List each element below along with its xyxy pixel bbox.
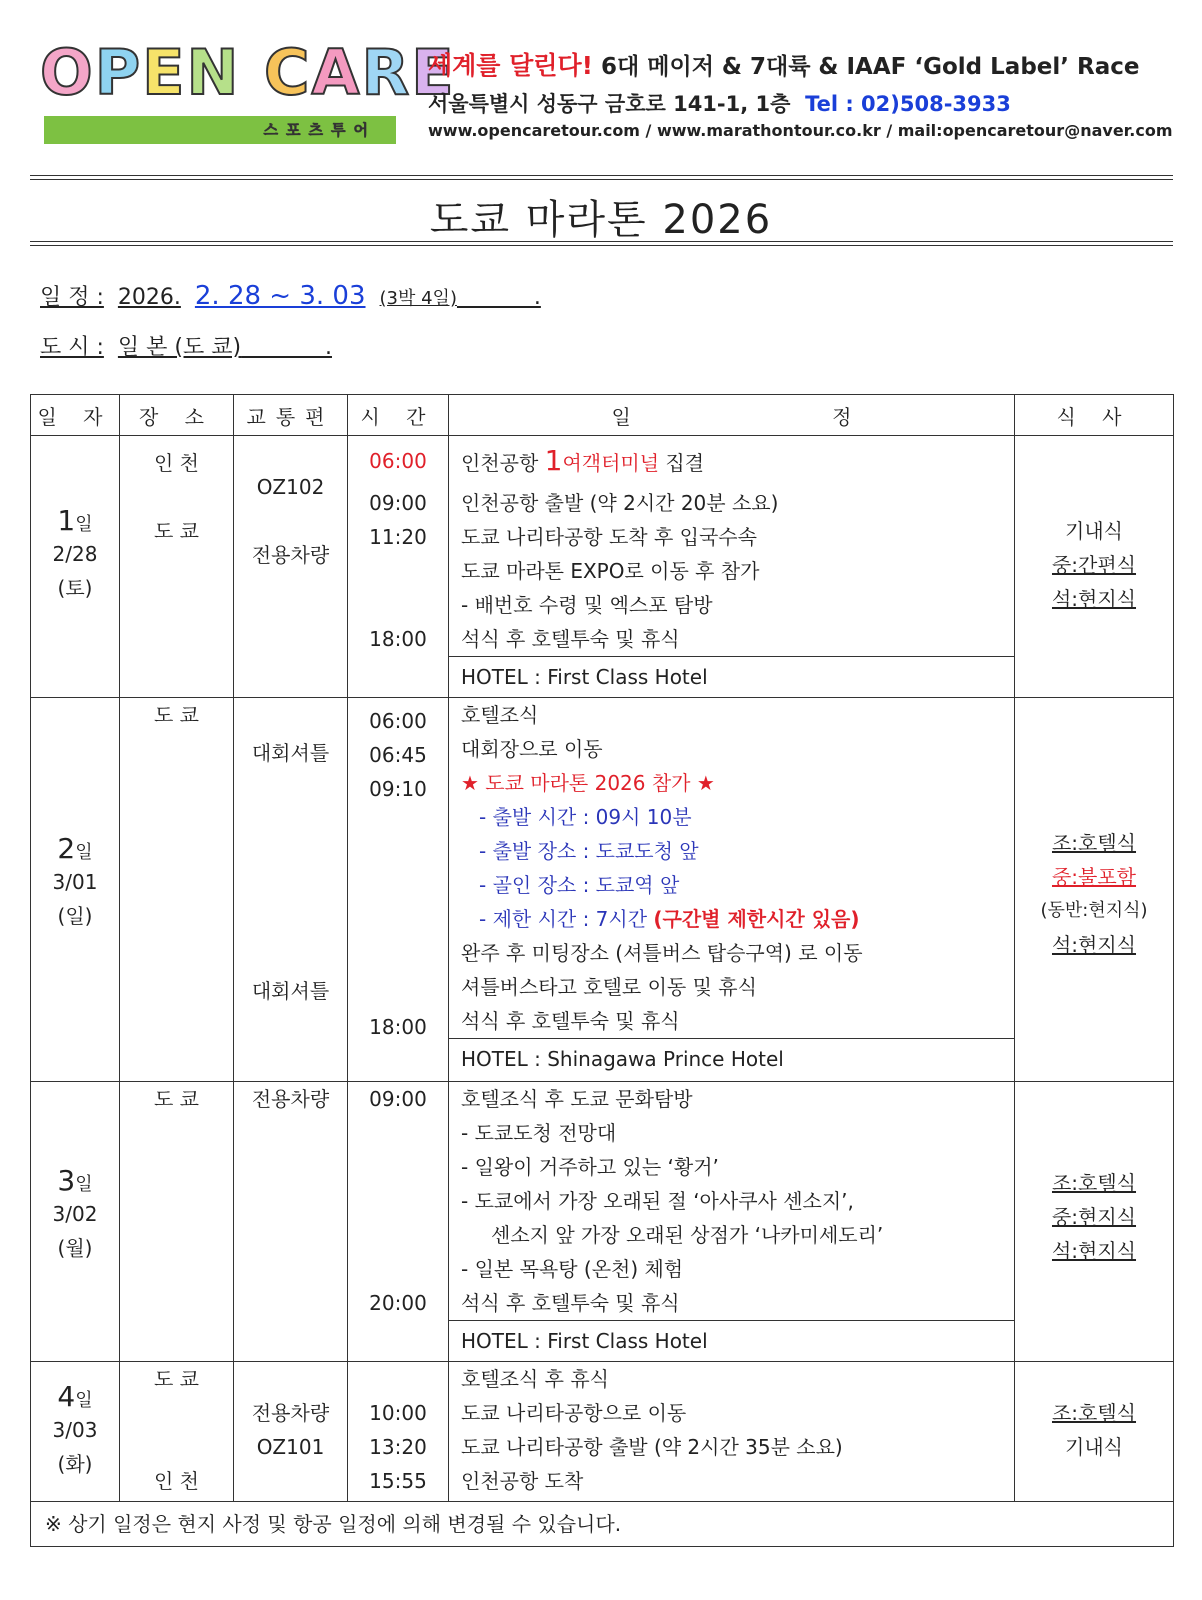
schedule-item: 도쿄 나리타공항으로 이동 bbox=[461, 1401, 687, 1425]
schedule-item: 대회장으로 이동 bbox=[461, 737, 603, 761]
address-text: 서울특별시 성동구 금호로 141-1, 1층 bbox=[428, 92, 791, 116]
tagline-text: 6대 메이저 & 7대륙 & IAAF ‘Gold Label’ Race bbox=[593, 54, 1140, 80]
schedule-item: 셔틀버스타고 호텔로 이동 및 휴식 bbox=[461, 975, 757, 999]
change-notice: ※ 상기 일정은 현지 사정 및 항공 일정에 의해 변경될 수 있습니다. bbox=[45, 1512, 622, 1536]
schedule-item: 인천공항 출발 (약 2시간 20분 소요) bbox=[461, 491, 779, 515]
transport-cell bbox=[234, 1362, 348, 1502]
schedule-item: 센소지 앞 가장 오래된 상점가 ‘나카미세도리’ bbox=[491, 1223, 884, 1247]
schedule-item: - 도쿄도청 전망대 bbox=[461, 1121, 617, 1145]
day-row-3 bbox=[31, 1082, 1174, 1362]
logo: OPEN CARE bbox=[40, 36, 456, 109]
divider-bottom-1 bbox=[30, 241, 1173, 242]
schedule-cell bbox=[449, 1082, 1015, 1362]
time: 18:00 bbox=[369, 627, 427, 651]
schedule-item: 인천공항 1여객터미널 집결 bbox=[461, 444, 705, 477]
trip-city: 도 시 : 일 본 (도 쿄) . bbox=[40, 335, 332, 360]
time: 15:55 bbox=[369, 1469, 427, 1493]
schedule-item: - 일왕이 거주하고 있는 ‘황거’ bbox=[461, 1155, 719, 1179]
table-header-row bbox=[31, 395, 1174, 436]
meal: 기내식 bbox=[1065, 1435, 1123, 1459]
schedule-item: 도쿄 나리타공항 출발 (약 2시간 35분 소요) bbox=[461, 1435, 843, 1459]
schedule-item: 호텔조식 bbox=[461, 703, 539, 727]
page-title: 도쿄 마라톤 2026 bbox=[429, 197, 773, 243]
divider-top-1 bbox=[30, 175, 1173, 176]
day-cell bbox=[31, 698, 120, 1082]
schedule-item: 석식 후 호텔투숙 및 휴식 bbox=[461, 1009, 680, 1033]
day-number: 2일 bbox=[57, 832, 93, 865]
time: 06:45 bbox=[369, 743, 427, 767]
tagline-highlight: 세계를 달린다! bbox=[428, 51, 594, 80]
note-cell bbox=[31, 1502, 1174, 1547]
web-contact: www.opencaretour.com / www.marathontour.co.kr / mail:opencaretour@naver.com bbox=[428, 121, 1173, 140]
day-row-4 bbox=[31, 1362, 1174, 1502]
place: 도 쿄 bbox=[154, 1367, 199, 1391]
place-cell bbox=[120, 1362, 234, 1502]
header-transport: 교통편 bbox=[234, 395, 348, 436]
transport: 대회셔틀 bbox=[251, 979, 330, 1003]
place-cell bbox=[120, 698, 234, 1082]
date-range: 2. 28 ~ 3. 03 bbox=[194, 281, 366, 311]
schedule-item: 호텔조식 후 도쿄 문화탐방 bbox=[461, 1087, 693, 1111]
header-schedule bbox=[449, 395, 1015, 436]
meal: 중:간편식 bbox=[1051, 553, 1137, 577]
transport: 대회셔틀 bbox=[251, 741, 330, 765]
schedule-item: - 출발 시간 : 09시 10분 bbox=[479, 805, 692, 829]
date-duration: (3박 4일) bbox=[379, 288, 457, 309]
schedule-item: - 일본 목욕탕 (온천) 체험 bbox=[461, 1257, 684, 1281]
day-date: 2/28 bbox=[52, 542, 98, 566]
place: 도 쿄 bbox=[154, 703, 199, 727]
date-label: 일 정 : bbox=[40, 285, 104, 310]
hotel-info: HOTEL : Shinagawa Prince Hotel bbox=[449, 1038, 1014, 1079]
time: 11:20 bbox=[369, 525, 427, 549]
day-weekday: (일) bbox=[57, 904, 93, 928]
time: 09:00 bbox=[369, 491, 427, 515]
hotel-info: HOTEL : First Class Hotel bbox=[449, 1320, 1014, 1361]
schedule-item: 호텔조식 후 휴식 bbox=[461, 1367, 609, 1391]
time: 18:00 bbox=[369, 1015, 427, 1039]
transport: 전용차량 bbox=[251, 1401, 330, 1425]
hotel-info: HOTEL : First Class Hotel bbox=[449, 656, 1014, 697]
schedule-cell bbox=[449, 698, 1015, 1082]
logo-banner bbox=[44, 116, 396, 144]
transport: 전용차량 bbox=[251, 1087, 330, 1111]
place: 인 천 bbox=[154, 451, 199, 475]
schedule-item: - 도쿄에서 가장 오래된 절 ‘아사쿠사 센소지’, bbox=[461, 1189, 854, 1213]
meal: 중:불포함 bbox=[1051, 865, 1137, 889]
itinerary-table bbox=[30, 394, 1174, 1547]
day-number: 1일 bbox=[57, 504, 93, 537]
meal: 조:호텔식 bbox=[1051, 1401, 1137, 1425]
schedule-cell bbox=[449, 1362, 1015, 1502]
transport: OZ102 bbox=[256, 475, 325, 499]
meal: 기내식 bbox=[1065, 519, 1123, 543]
meal: 석:현지식 bbox=[1051, 587, 1137, 611]
meal: 석:현지식 bbox=[1051, 933, 1137, 957]
place: 도 쿄 bbox=[154, 519, 199, 543]
time: 09:00 bbox=[369, 1087, 427, 1111]
note-row bbox=[31, 1502, 1174, 1547]
place-cell bbox=[120, 1082, 234, 1362]
schedule-highlight: ★ 도쿄 마라톤 2026 참가 ★ bbox=[461, 771, 715, 795]
place: 도 쿄 bbox=[154, 1087, 199, 1111]
header-place: 장 소 bbox=[120, 395, 234, 436]
day-cell bbox=[31, 436, 120, 698]
day-weekday: (월) bbox=[57, 1236, 93, 1260]
transport-cell bbox=[234, 698, 348, 1082]
city-value: 일 본 (도 쿄) bbox=[117, 335, 242, 360]
schedule-item: 인천공항 도착 bbox=[461, 1469, 584, 1493]
day-cell bbox=[31, 1362, 120, 1502]
day-date: 3/02 bbox=[52, 1202, 98, 1226]
day-weekday: (토) bbox=[57, 576, 93, 600]
header-time: 시 간 bbox=[348, 395, 449, 436]
meal-cell bbox=[1015, 436, 1174, 698]
day-row-2 bbox=[31, 698, 1174, 1082]
meal-cell bbox=[1015, 698, 1174, 1082]
schedule-item: 석식 후 호텔투숙 및 휴식 bbox=[461, 1291, 680, 1315]
schedule-cell bbox=[449, 436, 1015, 698]
time: 13:20 bbox=[369, 1435, 427, 1459]
day-cell bbox=[31, 1082, 120, 1362]
tagline bbox=[428, 46, 1139, 82]
time-cell bbox=[348, 1362, 449, 1502]
transport: OZ101 bbox=[256, 1435, 325, 1459]
header-date: 일 자 bbox=[31, 395, 120, 436]
trip-dates: 일 정 : 2026. 2. 28 ~ 3. 03 (3박 4일) . bbox=[40, 281, 541, 311]
date-prefix: 2026. bbox=[117, 285, 181, 310]
time: 20:00 bbox=[369, 1291, 427, 1315]
company-address bbox=[428, 88, 1011, 118]
transport-cell bbox=[234, 436, 348, 698]
meal: 석:현지식 bbox=[1051, 1239, 1137, 1263]
divider-top-2 bbox=[30, 179, 1173, 180]
schedule-item: - 제한 시간 : 7시간 (구간별 제한시간 있음) bbox=[479, 907, 860, 931]
day-date: 3/01 bbox=[52, 870, 98, 894]
place-cell bbox=[120, 436, 234, 698]
meal: 조:호텔식 bbox=[1051, 831, 1137, 855]
schedule-item: 완주 후 미팅장소 (셔틀버스 탑승구역) 로 이동 bbox=[461, 941, 863, 965]
meal: (동반:현지식) bbox=[1040, 900, 1148, 921]
schedule-item: 도쿄 나리타공항 도착 후 입국수속 bbox=[461, 525, 757, 549]
schedule-item: - 골인 장소 : 도쿄역 앞 bbox=[479, 873, 680, 897]
day-number: 3일 bbox=[57, 1164, 93, 1197]
phone-number: Tel : 02)508-3933 bbox=[805, 92, 1011, 116]
meal-cell bbox=[1015, 1362, 1174, 1502]
time: 10:00 bbox=[369, 1401, 427, 1425]
day-date: 3/03 bbox=[52, 1418, 98, 1442]
header-meals: 식 사 bbox=[1015, 395, 1174, 436]
day-row-1 bbox=[31, 436, 1174, 698]
transport: 전용차량 bbox=[251, 543, 330, 567]
divider-bottom-2 bbox=[30, 245, 1173, 246]
schedule-item: 석식 후 호텔투숙 및 휴식 bbox=[461, 627, 680, 651]
schedule-item: 도쿄 마라톤 EXPO로 이동 후 참가 bbox=[461, 559, 760, 583]
transport-cell bbox=[234, 1082, 348, 1362]
header-schedule-label: 일 정 bbox=[611, 404, 852, 429]
meal: 중:현지식 bbox=[1051, 1205, 1137, 1229]
time-cell bbox=[348, 1082, 449, 1362]
logo-subtitle: 스포츠투어 bbox=[263, 121, 376, 139]
schedule-item: - 배번호 수령 및 엑스포 탐방 bbox=[461, 593, 713, 617]
city-label: 도 시 : bbox=[40, 335, 104, 360]
time: 06:00 bbox=[369, 449, 427, 473]
day-number: 4일 bbox=[57, 1380, 93, 1413]
schedule-item: - 출발 장소 : 도쿄도청 앞 bbox=[479, 839, 699, 863]
place: 인 천 bbox=[154, 1469, 199, 1493]
time-cell bbox=[348, 436, 449, 698]
place bbox=[120, 480, 233, 514]
time-cell bbox=[348, 698, 449, 1082]
time: 06:00 bbox=[369, 709, 427, 733]
meal-cell bbox=[1015, 1082, 1174, 1362]
time: 09:10 bbox=[369, 777, 427, 801]
day-weekday: (화) bbox=[57, 1452, 93, 1476]
meal: 조:호텔식 bbox=[1051, 1171, 1137, 1195]
